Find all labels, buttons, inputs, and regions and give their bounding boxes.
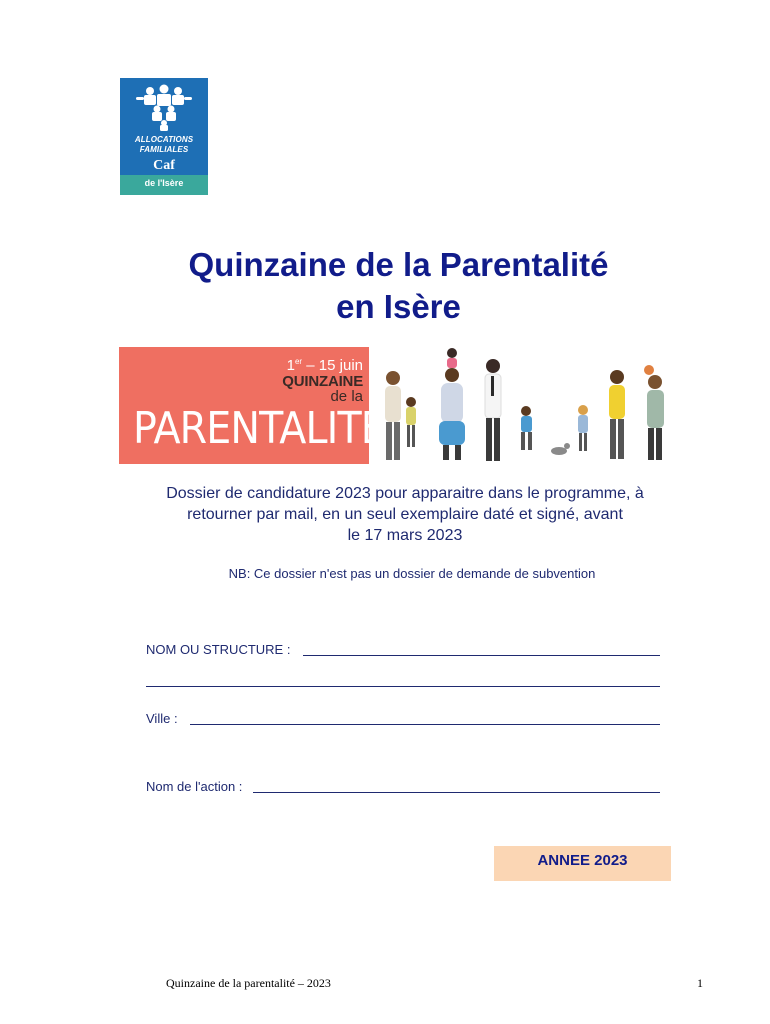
logo-line1: ALLOCATIONS (134, 135, 194, 144)
logo-name: Caf (153, 158, 175, 173)
family-figures-icon (120, 82, 208, 132)
subtitle-line3: le 17 mars 2023 (347, 527, 463, 544)
logo-department-band (120, 175, 208, 195)
structure-label: NOM OU STRUCTURE : (146, 642, 291, 657)
structure-field[interactable] (303, 655, 660, 656)
caf-logo (120, 78, 208, 195)
page-title (0, 244, 770, 328)
banner-parentalite: PARENTALITÉ (133, 403, 385, 454)
banner-dates: 1er – 15 juin (286, 357, 363, 374)
page-number: 1 (697, 976, 703, 990)
action-label: Nom de l'action : (146, 779, 243, 794)
footer-text: Quinzaine de la parentalité – 2023 (166, 976, 331, 990)
ville-label: Ville : (146, 711, 178, 726)
parentalite-banner (119, 347, 385, 464)
action-field[interactable] (253, 792, 660, 793)
subtitle-line2: retourner par mail, en un seul exemplaire daté et signé, avant (187, 506, 623, 523)
application-instructions (20, 483, 770, 546)
logo-department: de l'Isère (144, 178, 184, 188)
title-line2: en Isère (336, 288, 461, 325)
banner-de-la: de la (330, 388, 363, 405)
logo-line2: FAMILIALES (139, 145, 189, 154)
annee-badge: ANNEE 2023 (494, 846, 671, 881)
nb-note: NB: Ce dossier n'est pas un dossier de demande de subvention (228, 566, 596, 581)
structure-field-line2[interactable] (146, 686, 660, 687)
ville-field[interactable] (190, 724, 660, 725)
banner-quinzaine: QUINZAINE (282, 373, 363, 390)
families-illustration-icon (371, 345, 681, 465)
title-line1: Quinzaine de la Parentalité (188, 246, 609, 283)
subtitle-line1: Dossier de candidature 2023 pour apparaitre dans le programme, à (166, 485, 644, 502)
